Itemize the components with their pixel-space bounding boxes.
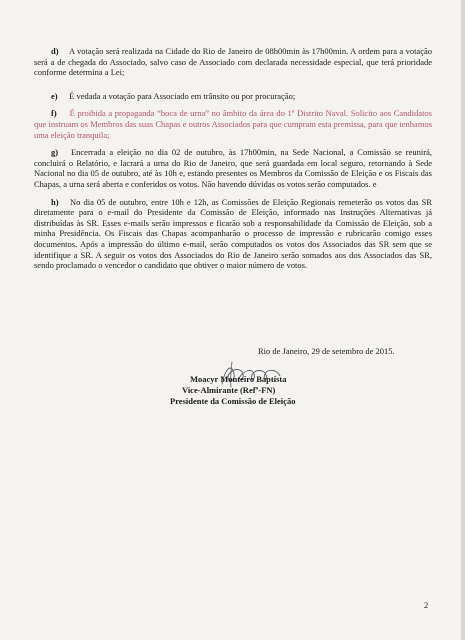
signatory-name: Moacyr Monteiro Baptista <box>190 374 287 384</box>
item-text: Encerrada a eleição no dia 02 de outubro, às 17h00min, na Sede Nacional, a Comissão se reunirá, concluirá o Relatório, e lacrará a urna do Rio de Janeiro, que será guardada em local seguro, retornando à Sede Nacional no dia 05 de outubro, até às 10h e, estando presentes os Membros da Comissão de Eleição e os Fiscais das Chapas, a urna será aberta e conferidos os votos. Não havendo dúvidas os votos serão computados. e <box>34 147 432 189</box>
item-text-highlighted: É proibida a propaganda “boca de urna” no âmbito da área do 1º Distrito Naval. Solicito aos Candidatos que instruam os Membros das suas Chapas e outros Associados para que cumpram esta premissa, para que tenhamos uma eleição tranquila; <box>34 108 432 140</box>
date-line: Rio de Janeiro, 29 de setembro de 2015. <box>258 346 395 356</box>
item-label: h) <box>51 196 59 207</box>
item-label: e) <box>51 90 58 101</box>
item-f <box>34 108 432 140</box>
page-number: 2 <box>424 600 429 610</box>
document-body <box>34 46 432 278</box>
signature-block <box>170 360 390 420</box>
signatory-role: Presidente da Comissão de Eleição <box>170 396 296 406</box>
item-label: f) <box>51 108 57 119</box>
signatory-rank: Vice-Almirante (Refº-FN) <box>182 385 276 395</box>
item-text: É vedada a votação para Associado em trânsito ou por procuração; <box>69 90 296 101</box>
item-e <box>34 91 432 102</box>
item-text: No dia 05 de outubro, entre 10h e 12h, as Comissões de Eleição Regionais remeterão os votos das SR diretamente para o e-mail do Presidente da Comissão de Eleição, informado nas Instruções Alternativas já distribuídas às SR. Esses e-mails serão impressos e ficarão sob a responsabilidade da Comissão de Eleição, sob a minha Presidência. Os Fiscais das Chapas acompanharão o processo de impressão e rubricarão comigo esses documentos. Após a impressão do último e-mail, serão computados os votos dos Associados das SR sem que se identifique a SR. A seguir os votos dos Associados do Rio de Janeiro serão somados aos dos Associados das SR, sendo proclamado o vencedor o candidato que obtiver o maior número de votos. <box>34 196 433 271</box>
item-g <box>34 147 432 189</box>
page-edge <box>461 0 465 640</box>
item-label: g) <box>51 147 59 158</box>
item-label: d) <box>51 46 59 56</box>
item-text: A votação será realizada na Cidade do Rio de Janeiro de 08h00min às 17h00min. A ordem para a votação será a de chegada do Associado, salvo caso de Associado com declarada necessidade especial, que terá prioridade conforme determina a Lei; <box>34 46 432 78</box>
item-h <box>34 197 432 271</box>
item-d <box>34 46 432 78</box>
